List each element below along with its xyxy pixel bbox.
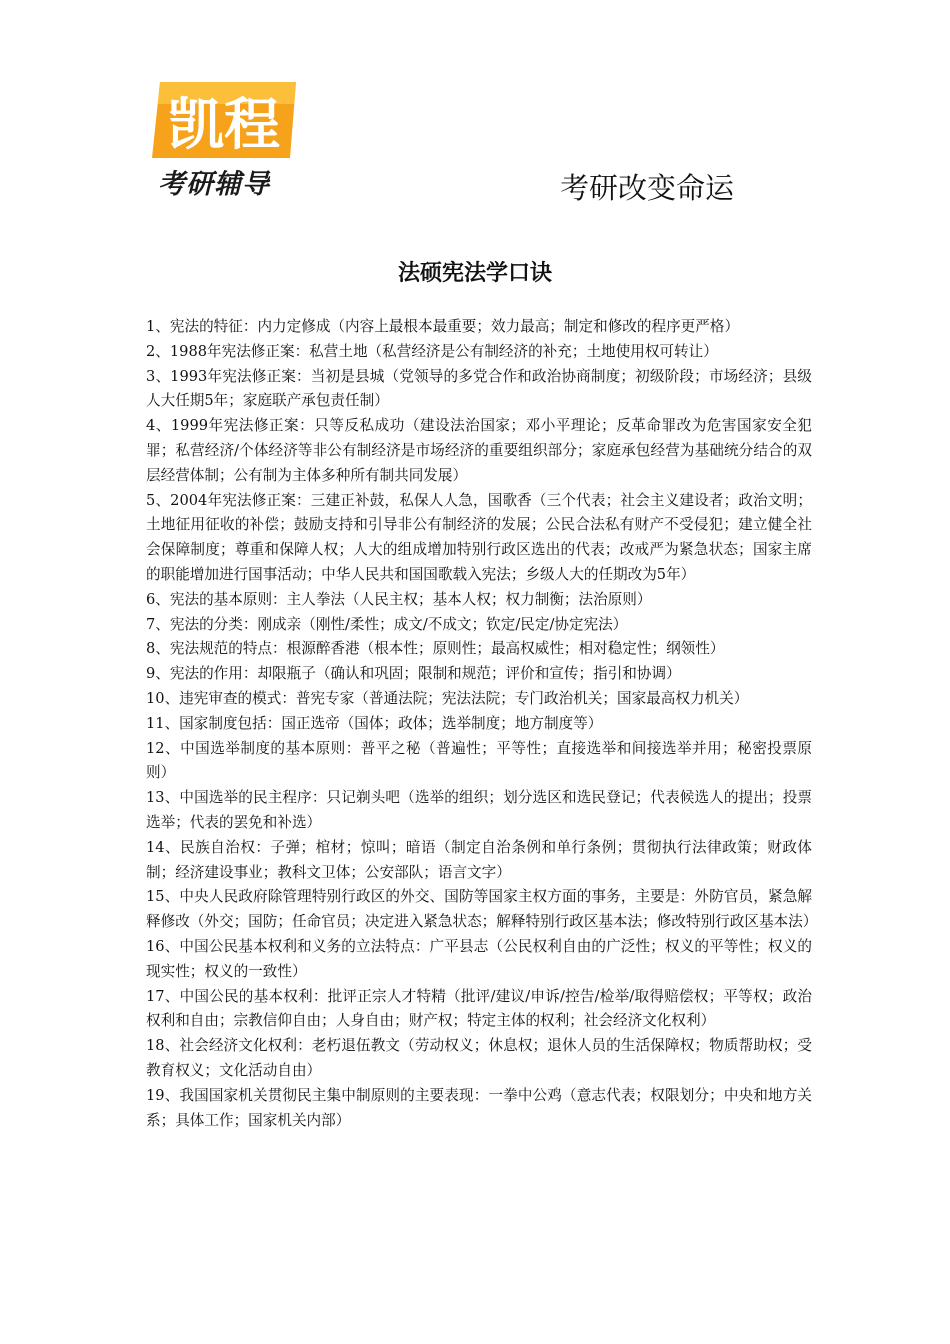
- list-item: 9、宪法的作用：却限瓶子（确认和巩固；限制和规范；评价和宣传；指引和协调）: [146, 665, 681, 683]
- list-item: 10、违宪审查的模式：普宪专家（普通法院；宪法法院；专门政治机关；国家最高权力机关）: [146, 689, 749, 707]
- list-item: 5、2004年宪法修正案：三建正补鼓，私保人人急，国歌香（三个代表；社会主义建设者；政治文明；土地征用征收的补偿；鼓励支持和引导非公有制经济的发展；公民合法私有财产不受侵犯；建立健全社会保障制度；尊重和保障人权；人大的组成增加特别行政区选出的代表；改戒严为紧急状态；国家主席的职能增加进行国事活动；中华人民共和国国歌载入宪法；乡级人大的任期改为5年）: [146, 491, 812, 583]
- logo: [150, 78, 300, 198]
- logo-subtitle: 考研辅导: [158, 169, 270, 200]
- list-item: 11、国家制度包括：国正选帝（国体；政体；选举制度；地方制度等）: [146, 714, 603, 732]
- list-item: 15、中央人民政府除管理特别行政区的外交、国防等国家主权方面的事务，主要是：外防官员，紧急解释修改（外交；国防；任命官员；决定进入紧急状态；解释特别行政区基本法；修改特别行政区基本法）: [146, 888, 818, 931]
- logo-mark: [150, 78, 298, 160]
- list-item: 13、中国选举的民主程序：只记剃头吧（选举的组织；划分选区和选民登记；代表候选人的提出；投票选举；代表的罢免和补选）: [146, 789, 812, 831]
- list-item: 2、1988年宪法修正案：私营土地（私营经济是公有制经济的补充；土地使用权可转让）: [146, 342, 718, 360]
- list-item: 1、宪法的特征：内力定修成（内容上最根本最重要；效力最高；制定和修改的程序更严格）: [146, 318, 740, 335]
- list-item: 16、中国公民基本权利和义务的立法特点：广平县志（公民权利自由的广泛性；权义的平等性；权义的现实性；权义的一致性）: [146, 937, 812, 980]
- list-item: 3、1993年宪法修正案：当初是县城（党领导的多党合作和政治协商制度；初级阶段；市场经济；县级人大任期5年；家庭联产承包责任制）: [146, 367, 812, 410]
- list-item: 4、1999年宪法修正案：只等反私成功（建设法治国家；邓小平理论；反革命罪改为危害国家安全犯罪；私营经济/个体经济等非公有制经济是市场经济的重要组织部分；家庭承包经营为基础统分结合的双层经营体制；公有制为主体多种所有制共同发展）: [146, 417, 812, 484]
- logo-brand-text: 凯程: [168, 93, 280, 158]
- list-item: 14、民族自治权：子弹；棺材；惊叫；暗语（制定自治条例和单行条例；贯彻执行法律政策；财政体制；经济建设事业；教科文卫体；公安部队；语言文字）: [146, 838, 812, 881]
- list-item: 19、我国国家机关贯彻民主集中制原则的主要表现：一拳中公鸡（意志代表；权限划分；中央和地方关系；具体工作；国家机关内部）: [146, 1086, 812, 1129]
- mnemonic-list: [146, 315, 818, 1133]
- page-title: 法硕宪法学口诀: [397, 261, 552, 286]
- slogan: 考研改变命运: [560, 171, 735, 205]
- list-item: 18、社会经济文化权利：老朽退伍教文（劳动权义；休息权；退休人员的生活保障权；物质帮助权；受教育权义；文化活动自由）: [146, 1037, 812, 1079]
- list-item: 17、中国公民的基本权利：批评正宗人才特精（批评/建议/申诉/控告/检举/取得赔偿权；平等权；政治权利和自由；宗教信仰自由；人身自由；财产权；特定主体的权利；社会经济文化权利）: [146, 987, 812, 1030]
- list-item: 8、宪法规范的特点：根源醉香港（根本性；原则性；最高权威性；相对稳定性；纲领性）: [146, 640, 725, 658]
- list-item: 6、宪法的基本原则：主人拳法（人民主权；基本人权；权力制衡；法治原则）: [146, 590, 652, 608]
- list-item: 7、宪法的分类：刚成亲（刚性/柔性；成文/不成文；钦定/民定/协定宪法）: [146, 615, 628, 633]
- list-item: 12、中国选举制度的基本原则：普平之秘（普遍性；平等性；直接选举和间接选举并用；秘密投票原则）: [146, 739, 812, 782]
